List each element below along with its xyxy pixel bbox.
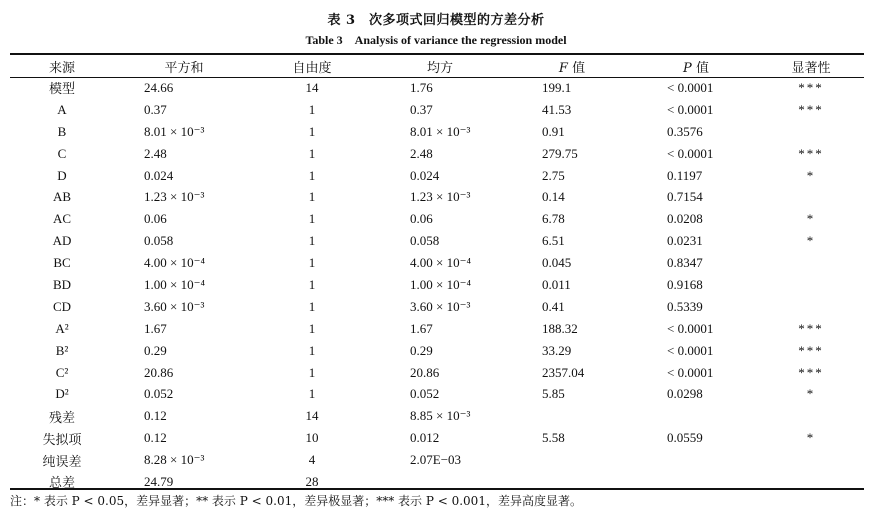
cell-source: 残差 — [48, 409, 75, 425]
cell-df: 1 — [308, 189, 316, 205]
table-row — [10, 77, 864, 99]
cell-source: 纯误差 — [42, 453, 82, 469]
cell-source: BC — [53, 255, 71, 271]
table-row — [10, 99, 864, 121]
cell-sum-of-squares: 2.48 — [144, 145, 167, 161]
cell-df: 1 — [308, 298, 316, 314]
cell-mean-square: 0.058 — [410, 233, 440, 249]
cell-f-value: 6.51 — [542, 233, 565, 249]
header-source: 来源 — [48, 60, 75, 76]
table-row — [10, 274, 864, 296]
cell-sum-of-squares: 0.12 — [144, 430, 167, 446]
cell-significance: * — [806, 167, 816, 183]
cell-mean-square — [370, 471, 510, 493]
header-df: 自由度 — [292, 60, 332, 76]
cell-p-value: 0.1197 — [667, 167, 703, 183]
cell-mean-square: 1.23 × 10⁻³ — [410, 189, 471, 205]
cell-significance — [758, 471, 864, 493]
cell-source: 模型 — [48, 81, 75, 97]
cell-df: 1 — [308, 101, 316, 117]
cell-mean-square: 1.67 — [410, 320, 433, 336]
header-p-value: P 值 — [683, 60, 709, 76]
table-row — [10, 165, 864, 187]
cell-p-value — [634, 471, 758, 493]
cell-f-value: 5.58 — [542, 430, 565, 446]
cell-mean-square: 8.01 × 10⁻³ — [410, 123, 471, 139]
cell-mean-square: 3.60 × 10⁻³ — [410, 298, 471, 314]
table-row — [10, 186, 864, 208]
header-sum-of-squares: 平方和 — [164, 60, 204, 76]
table-row — [10, 383, 864, 405]
cell-p-value: < 0.0001 — [667, 342, 714, 358]
cell-f-value: 2357.04 — [542, 364, 585, 380]
table-row — [10, 362, 864, 384]
table-row — [10, 121, 864, 143]
cell-source: B² — [55, 342, 69, 358]
cell-sum-of-squares: 1.00 × 10⁻⁴ — [144, 276, 205, 292]
cell-mean-square: 2.48 — [410, 145, 433, 161]
cell-df: 4 — [308, 452, 316, 468]
table-row — [10, 143, 864, 165]
cell-sum-of-squares: 24.66 — [144, 79, 174, 95]
cell-significance: * — [806, 233, 816, 249]
table-header-row — [10, 55, 864, 77]
cell-significance — [758, 186, 864, 208]
cell-mean-square: 0.06 — [410, 211, 433, 227]
cell-df: 1 — [308, 386, 316, 402]
cell-p-value: < 0.0001 — [667, 364, 714, 380]
cell-significance: *** — [798, 145, 824, 161]
cell-source: B — [57, 123, 67, 139]
cell-source: A — [57, 101, 67, 117]
cell-source: AB — [52, 189, 72, 205]
table-body — [10, 77, 864, 493]
table-row — [10, 318, 864, 340]
cell-p-value: 0.0298 — [667, 386, 703, 402]
cell-source: C — [57, 145, 67, 161]
header-mean-square: 均方 — [426, 60, 453, 76]
cell-f-value: 41.53 — [542, 101, 572, 117]
cell-sum-of-squares: 8.01 × 10⁻³ — [144, 123, 205, 139]
table-row — [10, 405, 864, 427]
cell-f-value: 0.045 — [542, 255, 572, 271]
cell-mean-square: 20.86 — [410, 364, 440, 380]
cell-sum-of-squares: 20.86 — [144, 364, 174, 380]
cell-df: 1 — [308, 342, 316, 358]
cell-sum-of-squares: 0.12 — [144, 408, 167, 424]
cell-df: 1 — [308, 167, 316, 183]
cell-source: D — [57, 167, 67, 183]
cell-p-value: < 0.0001 — [667, 79, 714, 95]
cell-f-value — [510, 471, 634, 493]
cell-significance — [758, 252, 864, 274]
cell-df: 1 — [308, 123, 316, 139]
cell-df: 28 — [305, 473, 319, 489]
cell-f-value: 0.14 — [542, 189, 565, 205]
anova-table — [10, 55, 864, 493]
cell-sum-of-squares: 0.024 — [144, 167, 174, 183]
cell-mean-square: 0.024 — [410, 167, 440, 183]
cell-source: 总差 — [48, 475, 75, 491]
cell-mean-square: 1.76 — [410, 79, 433, 95]
cell-mean-square: 0.29 — [410, 342, 433, 358]
cell-f-value: 5.85 — [542, 386, 565, 402]
cell-sum-of-squares: 0.058 — [144, 233, 174, 249]
table-row — [10, 471, 864, 493]
cell-f-value: 33.29 — [542, 342, 572, 358]
cell-p-value: 0.0208 — [667, 211, 703, 227]
table-caption-en: Table 3 Analysis of variance the regression model — [305, 33, 567, 47]
cell-sum-of-squares: 0.052 — [144, 386, 174, 402]
cell-p-value: < 0.0001 — [667, 320, 714, 336]
cell-sum-of-squares: 24.79 — [144, 473, 174, 489]
cell-significance — [758, 274, 864, 296]
cell-significance — [758, 449, 864, 471]
cell-significance: *** — [798, 342, 824, 358]
cell-df: 1 — [308, 145, 316, 161]
table-caption-cn: 表 3 次多项式回归模型的方差分析 — [327, 13, 545, 28]
cell-f-value — [510, 405, 634, 427]
cell-source: D² — [55, 386, 69, 402]
cell-df: 1 — [308, 233, 316, 249]
cell-sum-of-squares: 1.23 × 10⁻³ — [144, 189, 205, 205]
table-row — [10, 340, 864, 362]
cell-sum-of-squares: 0.06 — [144, 211, 167, 227]
cell-mean-square: 8.85 × 10⁻³ — [410, 408, 471, 424]
cell-mean-square: 0.37 — [410, 101, 433, 117]
cell-sum-of-squares: 0.37 — [144, 101, 167, 117]
table-row — [10, 449, 864, 471]
cell-mean-square: 0.012 — [410, 430, 440, 446]
cell-significance: *** — [798, 364, 824, 380]
cell-f-value: 2.75 — [542, 167, 565, 183]
cell-p-value: 0.8347 — [667, 255, 703, 271]
cell-p-value: < 0.0001 — [667, 101, 714, 117]
cell-significance: *** — [798, 79, 824, 95]
cell-p-value: 0.0231 — [667, 233, 703, 249]
cell-mean-square: 4.00 × 10⁻⁴ — [410, 255, 471, 271]
cell-sum-of-squares: 1.67 — [144, 320, 167, 336]
cell-significance — [758, 296, 864, 318]
table-footnote: 注：* 表示 P < 0.05，差异显著；** 表示 P < 0.01，差异极显著；*** 表示 P < 0.001，差异高度显著。 — [10, 494, 582, 508]
cell-p-value: 0.5339 — [667, 298, 703, 314]
cell-f-value: 199.1 — [542, 79, 572, 95]
cell-source: AC — [52, 211, 72, 227]
cell-source: A² — [55, 320, 69, 336]
cell-significance — [758, 405, 864, 427]
cell-p-value — [634, 405, 758, 427]
cell-mean-square: 1.00 × 10⁻⁴ — [410, 276, 471, 292]
cell-f-value: 279.75 — [542, 145, 578, 161]
cell-p-value: 0.7154 — [667, 189, 703, 205]
table-row — [10, 296, 864, 318]
cell-df: 1 — [308, 255, 316, 271]
cell-sum-of-squares: 0.29 — [144, 342, 167, 358]
cell-f-value: 188.32 — [542, 320, 578, 336]
cell-df: 1 — [308, 364, 316, 380]
cell-significance — [758, 121, 864, 143]
cell-sum-of-squares: 8.28 × 10⁻³ — [144, 452, 205, 468]
cell-f-value — [510, 449, 634, 471]
cell-source: CD — [52, 298, 72, 314]
cell-p-value: 0.0559 — [667, 430, 703, 446]
cell-df: 1 — [308, 276, 316, 292]
table-row — [10, 208, 864, 230]
cell-df: 14 — [305, 79, 319, 95]
cell-significance: *** — [798, 101, 824, 117]
cell-mean-square: 2.07E−03 — [410, 452, 462, 468]
table-row — [10, 252, 864, 274]
table-row — [10, 230, 864, 252]
cell-p-value: < 0.0001 — [667, 145, 714, 161]
cell-df: 14 — [305, 408, 319, 424]
cell-f-value: 6.78 — [542, 211, 565, 227]
cell-sum-of-squares: 3.60 × 10⁻³ — [144, 298, 205, 314]
header-f-value-suffix: 值 — [572, 60, 586, 76]
cell-significance: *** — [798, 320, 824, 336]
cell-significance: * — [806, 211, 816, 227]
header-significance: 显著性 — [791, 60, 831, 76]
cell-source: BD — [52, 276, 72, 292]
cell-p-value — [634, 449, 758, 471]
cell-source: AD — [52, 233, 72, 249]
cell-source: 失拟项 — [42, 431, 82, 447]
cell-df: 1 — [308, 320, 316, 336]
table-row — [10, 427, 864, 449]
cell-significance: * — [806, 430, 816, 446]
header-f-value: F 值 — [558, 60, 586, 76]
cell-mean-square: 0.052 — [410, 386, 440, 402]
cell-df: 1 — [308, 211, 316, 227]
cell-f-value: 0.011 — [542, 276, 571, 292]
header-p-value-suffix: 值 — [695, 60, 709, 76]
cell-source: C² — [55, 364, 69, 380]
cell-p-value: 0.9168 — [667, 276, 703, 292]
cell-df: 10 — [305, 430, 319, 446]
cell-f-value: 0.41 — [542, 298, 565, 314]
cell-p-value: 0.3576 — [667, 123, 703, 139]
cell-f-value: 0.91 — [542, 123, 565, 139]
cell-significance: * — [806, 386, 816, 402]
cell-sum-of-squares: 4.00 × 10⁻⁴ — [144, 255, 205, 271]
